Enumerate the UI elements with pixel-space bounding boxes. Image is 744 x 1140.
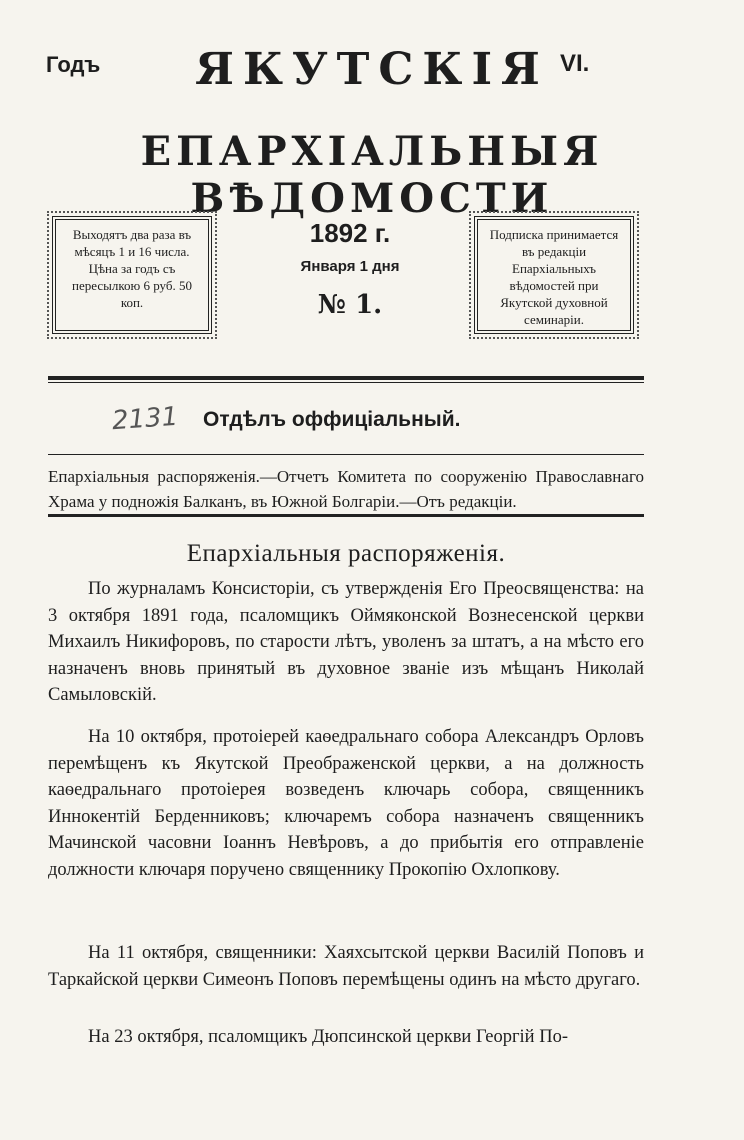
- issue-date: Января 1 дня: [300, 258, 400, 275]
- article-paragraph: На 11 октября, священники: Хаяхсытской церкви Василій Поповъ и Таркайской церкви Симеонъ Поповъ перемѣщены одинъ на мѣсто другаго.: [48, 943, 644, 990]
- subscription-office-box: [474, 216, 634, 334]
- article-heading: Епархіальныя распоряженія.: [186, 540, 506, 567]
- handwritten-note: 2131: [111, 401, 180, 437]
- header-divider-thick: [48, 376, 644, 380]
- subscription-terms-text: Выходятъ два раза въ мѣсяцъ 1 и 16 числа. Цѣна за годъ съ пересылкою 6 руб. 50 коп.: [72, 227, 192, 310]
- article-paragraph: По журналамъ Консисторіи, съ утвержденія Его Преосвященства: на 3 октября 1891 года, псаломщикъ Оймяконской Вознесенской церкви Михаилъ Никифоровъ, по старости лѣтъ, уволенъ за штатъ, а на мѣсто его назначенъ вновь принятый въ духовное званіе изъ мѣщанъ Николай Самыловскій.: [48, 579, 644, 705]
- issue-contents-summary: Епархіальныя распоряженія.—Отчетъ Комитета по сооруженію Православнаго Храма у подножія Балканъ, въ Южной Болгаріи.—Отъ редакціи.: [48, 467, 644, 511]
- article-paragraph: На 23 октября, псаломщикъ Дюпсинской церкви Георгій По-: [88, 1027, 568, 1047]
- masthead-title-line2: ЕПАРХІАЛЬНЫЯ ВѢДОМОСТИ: [140, 128, 604, 222]
- issue-number: № 1.: [317, 290, 383, 320]
- issue-year: 1892 г.: [309, 218, 391, 248]
- subscription-terms-box: [52, 216, 212, 334]
- article-paragraph: На 10 октября, протоіерей каѳедральнаго собора Александръ Орловъ перемѣщенъ къ Якутской Преображенской церкви, а на должность каѳедральнаго протоіерея возведенъ ключарь собора, священникъ Иннокентій Берденниковъ; ключаремъ собора назначенъ священникъ Мачинской часовни Іоаннъ Невѣровъ, а до прибытія его отправленіе должности ключаря поручено священнику Прокопію Охлопкову.: [48, 727, 644, 880]
- header-divider-thin: [48, 382, 644, 383]
- masthead-title-line1: ЯКУТСКІЯ: [195, 44, 549, 95]
- subscription-office-text: Подписка принимается въ редакціи Епархіальныхъ вѣдомостей при Якутской духовной семинаріи.: [489, 227, 619, 327]
- year-label: Годъ: [46, 52, 101, 77]
- section-title: Отдѣлъ оффиціальный.: [203, 408, 461, 431]
- summary-divider-bottom: [48, 514, 644, 517]
- summary-divider-top: [48, 454, 644, 455]
- volume-number: VI.: [560, 50, 590, 77]
